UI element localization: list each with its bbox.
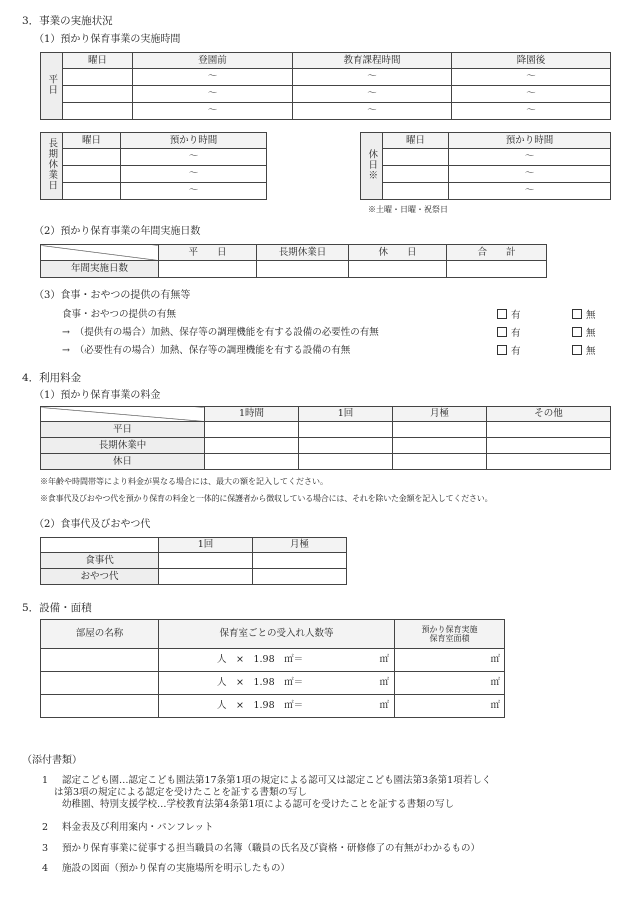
weekday-label: 平日 — [46, 73, 58, 95]
header-day: 曜日 — [63, 53, 133, 69]
fee-table — [40, 406, 611, 470]
facility-table — [40, 619, 505, 718]
fee-row-label: 長期休業中 — [41, 438, 205, 454]
header-before: 登園前 — [133, 53, 293, 69]
time-cell[interactable]: 〜 — [449, 166, 611, 183]
attachment-3-line1: 預かり保育事業に従事する担当職員の名簿（職員の氏名及び資格・研修修了の有無がわかるもの） — [62, 843, 481, 854]
annual-days-table — [40, 244, 547, 278]
attachment-4-line1: 施設の図面（預かり保育の実施場所を明示したもの） — [62, 863, 291, 874]
header-day: 曜日 — [63, 133, 121, 149]
long-label-cell — [41, 133, 63, 200]
time-cell[interactable]: 〜 — [121, 183, 267, 200]
time-cell[interactable]: 〜 — [293, 86, 452, 103]
checkbox-icon[interactable] — [497, 309, 507, 319]
days-cell[interactable] — [447, 261, 547, 278]
fee-cell[interactable] — [299, 422, 393, 438]
fee-cell[interactable] — [393, 422, 487, 438]
meal-fee-table — [40, 537, 347, 585]
fee-cell[interactable] — [299, 438, 393, 454]
header-monthly: 月極 — [393, 407, 487, 422]
meal-fee-label: おやつ代 — [41, 569, 159, 585]
meal-2-yes[interactable]: 有 — [497, 327, 521, 339]
header-capacity: 保育室ごとの受入れ人数等 — [159, 620, 395, 649]
section-5-title: 5．設備・面積 — [22, 602, 92, 614]
capacity-cell[interactable]: 人 × 1.98 ㎡＝ ㎡ — [159, 649, 395, 672]
time-cell[interactable]: 〜 — [133, 69, 293, 86]
fee-cell[interactable] — [299, 454, 393, 470]
time-cell[interactable]: 〜 — [133, 86, 293, 103]
room-name-cell[interactable] — [41, 649, 159, 672]
fee-cell[interactable] — [159, 553, 253, 569]
day-cell[interactable] — [383, 183, 449, 200]
fee-cell[interactable] — [487, 422, 611, 438]
day-cell[interactable] — [383, 166, 449, 183]
day-cell[interactable] — [383, 149, 449, 166]
room-name-cell[interactable] — [41, 695, 159, 718]
attachment-1-line1: 認定こども園…認定こども園法第17条第1項の規定による認可又は認定こども園法第3条第1項若しく — [62, 775, 492, 786]
time-cell[interactable]: 〜 — [452, 86, 611, 103]
section-3-1-title: （1）預かり保育事業の実施時間 — [34, 34, 181, 45]
section-3-3-title: （3）食事・おやつの提供の有無等 — [34, 290, 191, 301]
header-1hour: 1時間 — [205, 407, 299, 422]
day-cell[interactable] — [63, 166, 121, 183]
header-once: 1回 — [159, 538, 253, 553]
attachment-num-3: 3 — [42, 843, 49, 854]
header-room: 部屋の名称 — [41, 620, 159, 649]
area-cell[interactable]: ㎡ — [395, 695, 505, 718]
header-long: 長期休業日 — [257, 245, 349, 261]
time-cell[interactable]: 〜 — [293, 69, 452, 86]
fee-cell[interactable] — [487, 454, 611, 470]
weekday-time-table — [40, 52, 611, 120]
section-3-title: 3．事業の実施状況 — [22, 15, 113, 27]
row-label: 年間実施日数 — [41, 261, 159, 278]
header-total: 合 計 — [447, 245, 547, 261]
fee-row-label: 休日 — [41, 454, 205, 470]
holiday-label-cell — [361, 133, 383, 200]
meal-3-yes[interactable]: 有 — [497, 345, 521, 357]
fee-note-1: ※年齢や時間帯等により料金が異なる場合には、最大の額を記入してください。 — [40, 477, 328, 486]
fee-cell[interactable] — [393, 438, 487, 454]
fee-row-label: 平日 — [41, 422, 205, 438]
long-holiday-table — [40, 132, 267, 200]
day-cell[interactable] — [63, 183, 121, 200]
time-cell[interactable]: 〜 — [293, 103, 452, 120]
meal-row-2: → （提供有の場合）加熱、保存等の調理機能を有する設備の必要性の有無 — [62, 327, 379, 338]
attachment-num-2: 2 — [42, 822, 49, 833]
header-after: 降園後 — [452, 53, 611, 69]
blank-cell — [41, 538, 159, 553]
attachment-2-line1: 料金表及び利用案内・パンフレット — [62, 822, 214, 833]
header-other: その他 — [487, 407, 611, 422]
header-day: 曜日 — [383, 133, 449, 149]
header-once: 1回 — [299, 407, 393, 422]
fee-cell[interactable] — [253, 569, 347, 585]
header-weekday: 平 日 — [159, 245, 257, 261]
meal-row-3: → （必要性有の場合）加熱、保存等の調理機能を有する設備の有無 — [62, 345, 351, 356]
time-cell[interactable]: 〜 — [121, 149, 267, 166]
holiday-label: 休日※ — [366, 148, 378, 181]
header-hours: 預かり時間 — [121, 133, 267, 149]
diagonal-cell — [41, 245, 159, 261]
diagonal-cell — [41, 407, 205, 422]
holiday-table — [360, 132, 611, 200]
section-3-2-title: （2）預かり保育事業の年間実施日数 — [34, 226, 201, 237]
fee-cell[interactable] — [487, 438, 611, 454]
meal-1-no[interactable]: 無 — [572, 309, 596, 321]
fee-cell[interactable] — [159, 569, 253, 585]
fee-cell[interactable] — [205, 438, 299, 454]
time-cell[interactable]: 〜 — [452, 103, 611, 120]
holiday-note: ※土曜・日曜・祝祭日 — [368, 205, 448, 214]
fee-note-2: ※食事代及びおやつ代を預かり保育の料金と一体的に保護者から徴収している場合には、それを除いた金額を記入してください。 — [40, 494, 493, 503]
day-cell[interactable] — [63, 69, 133, 86]
area-cell[interactable]: ㎡ — [395, 672, 505, 695]
section-4-2-title: （2）食事代及びおやつ代 — [34, 519, 151, 530]
day-cell[interactable] — [63, 103, 133, 120]
attachment-1-line2: は第3項の規定による認定を受けたことを証する書類の写し — [54, 787, 308, 798]
meal-row-1: 食事・おやつの提供の有無 — [62, 309, 177, 320]
days-cell[interactable] — [257, 261, 349, 278]
header-curriculum: 教育課程時間 — [293, 53, 452, 69]
fee-cell[interactable] — [205, 454, 299, 470]
days-cell[interactable] — [159, 261, 257, 278]
meal-3-no[interactable]: 無 — [572, 345, 596, 357]
room-name-cell[interactable] — [41, 672, 159, 695]
header-holiday: 休 日 — [349, 245, 447, 261]
day-cell[interactable] — [63, 149, 121, 166]
checkbox-icon[interactable] — [572, 345, 582, 355]
section-4-title: 4．利用料金 — [22, 372, 82, 384]
checkbox-icon[interactable] — [572, 309, 582, 319]
header-hours: 預かり時間 — [449, 133, 611, 149]
section-4-1-title: （1）預かり保育事業の料金 — [34, 390, 161, 401]
checkbox-icon[interactable] — [572, 327, 582, 337]
attachment-1-line3: 幼稚園、特別支援学校…学校教育法第4条第1項による認可を受けたことを証する書類の写し — [62, 799, 455, 810]
header-area: 預かり保育実施 保育室面積 — [395, 620, 505, 649]
meal-1-yes[interactable]: 有 — [497, 309, 521, 321]
fee-cell[interactable] — [205, 422, 299, 438]
time-cell[interactable]: 〜 — [452, 69, 611, 86]
meal-fee-label: 食事代 — [41, 553, 159, 569]
fee-cell[interactable] — [393, 454, 487, 470]
long-label: 長期休業日 — [46, 138, 58, 191]
attachment-num-1: 1 — [42, 775, 49, 786]
attachments-title: （添付書類） — [22, 755, 82, 766]
time-cell[interactable]: 〜 — [449, 183, 611, 200]
checkbox-icon[interactable] — [497, 327, 507, 337]
time-cell[interactable]: 〜 — [121, 166, 267, 183]
day-cell[interactable] — [63, 86, 133, 103]
meal-2-no[interactable]: 無 — [572, 327, 596, 339]
fee-cell[interactable] — [253, 553, 347, 569]
header-monthly: 月極 — [253, 538, 347, 553]
days-cell[interactable] — [349, 261, 447, 278]
checkbox-icon[interactable] — [497, 345, 507, 355]
capacity-cell[interactable]: 人 × 1.98 ㎡＝ ㎡ — [159, 695, 395, 718]
attachment-num-4: 4 — [42, 863, 49, 874]
weekday-label-cell — [41, 53, 63, 120]
time-cell[interactable]: 〜 — [133, 103, 293, 120]
capacity-cell[interactable]: 人 × 1.98 ㎡＝ ㎡ — [159, 672, 395, 695]
time-cell[interactable]: 〜 — [449, 149, 611, 166]
area-cell[interactable]: ㎡ — [395, 649, 505, 672]
